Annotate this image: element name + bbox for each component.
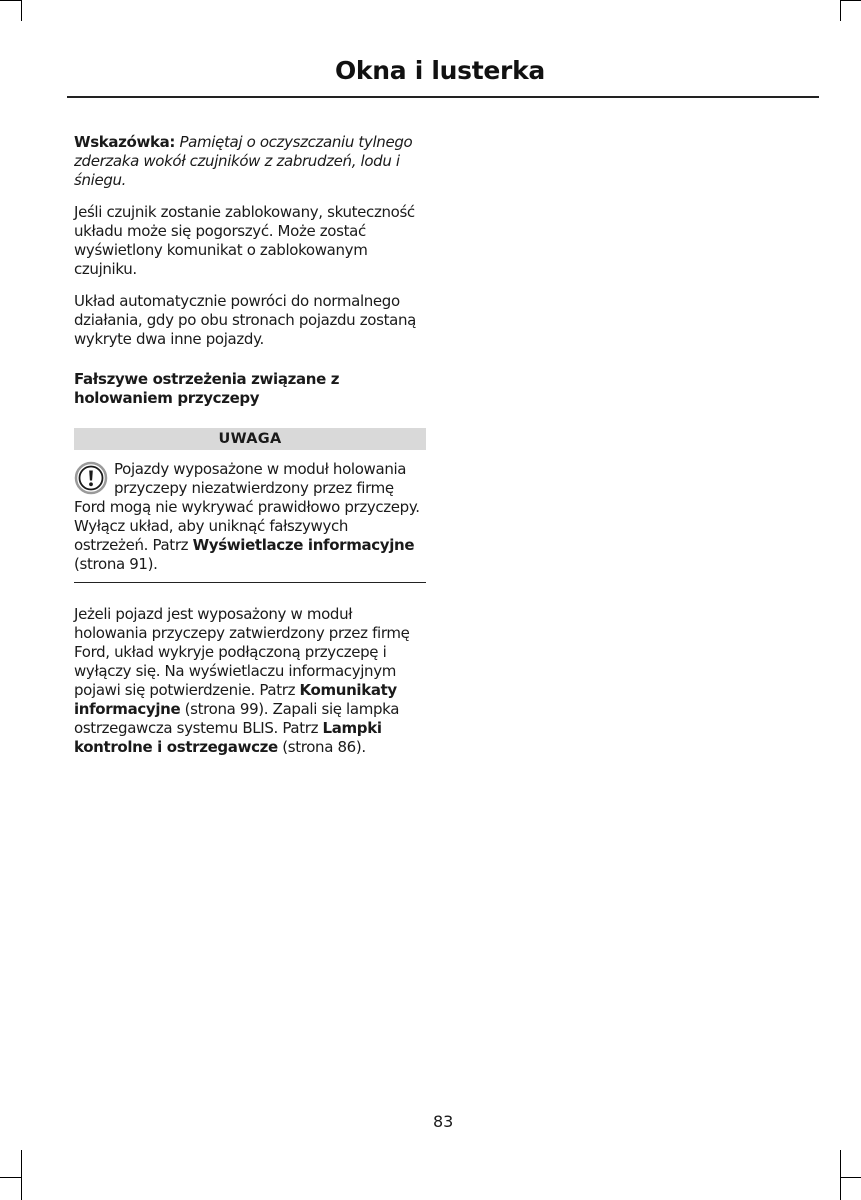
body-paragraph [74, 605, 426, 757]
crop-mark-bottom-left [21, 1150, 22, 1200]
text-span: (strona 86). [277, 738, 366, 756]
warning-divider [74, 582, 426, 583]
crop-mark-top-left [21, 0, 22, 21]
crop-mark-bottom-right [840, 1177, 861, 1178]
exclamation-circle-icon [74, 461, 108, 495]
crop-mark-top-right [840, 0, 861, 1]
crop-mark-bottom-left [0, 1177, 21, 1178]
note-text: Pamiętaj o oczyszczaniu tylnego zderzaka wokół czujników z zabrudzeń, lodu i śniegu. [74, 133, 413, 189]
page-title: Okna i lusterka [334, 56, 545, 85]
body-paragraph: Układ automatycznie powróci do normalnego działania, gdy po obu stronach pojazdu zostaną wykryte dwa inne pojazdy. [74, 292, 416, 348]
warning-header: UWAGA [74, 428, 426, 450]
warning-text [74, 460, 426, 574]
note-label: Wskazówka: [74, 133, 176, 151]
page-number: 83 [433, 1112, 454, 1131]
crop-mark-top-left [0, 0, 21, 1]
text-span: Jeżeli pojazd jest wyposażony w moduł holowania przyczepy zatwierdzony przez firmę Ford, układ wykryje podłączoną przyczepę i wyłączy się. Na wyświetlaczu informacyjnym pojawi się potwierdzenie. Patrz [74, 605, 410, 699]
content-column [74, 133, 426, 770]
link-komunikaty[interactable]: Komunikaty informacyjne [74, 681, 397, 718]
body-paragraph: Jeśli czujnik zostanie zablokowany, skuteczność układu może się pogorszyć. Może zostać wyświetlony komunikat o zablokowanym czujniku. [74, 203, 415, 278]
warning-body: Pojazdy wyposażone w moduł holowania przyczepy niezatwierdzony przez firmę Ford mogą nie wykrywać prawidłowo przyczepy. Wyłącz układ, aby uniknąć fałszywych ostrzeżeń. Patrz [74, 460, 420, 554]
crop-mark-top-right [840, 0, 841, 21]
crop-mark-bottom-right [840, 1150, 841, 1200]
page-ref: (strona 91). [74, 555, 158, 573]
link-informacyjne[interactable]: Wyświetlacze informacyjne [192, 536, 415, 554]
section-heading: Fałszywe ostrzeżenia związane z holowaniem przyczepy [74, 370, 340, 407]
text-span: (strona 99). Zapali się lampka ostrzegawcza systemu BLIS. Patrz [74, 700, 400, 737]
header-divider [67, 96, 819, 98]
link-lampki[interactable]: Lampki kontrolne i ostrzegawcze [74, 719, 382, 756]
note-paragraph [74, 133, 426, 190]
